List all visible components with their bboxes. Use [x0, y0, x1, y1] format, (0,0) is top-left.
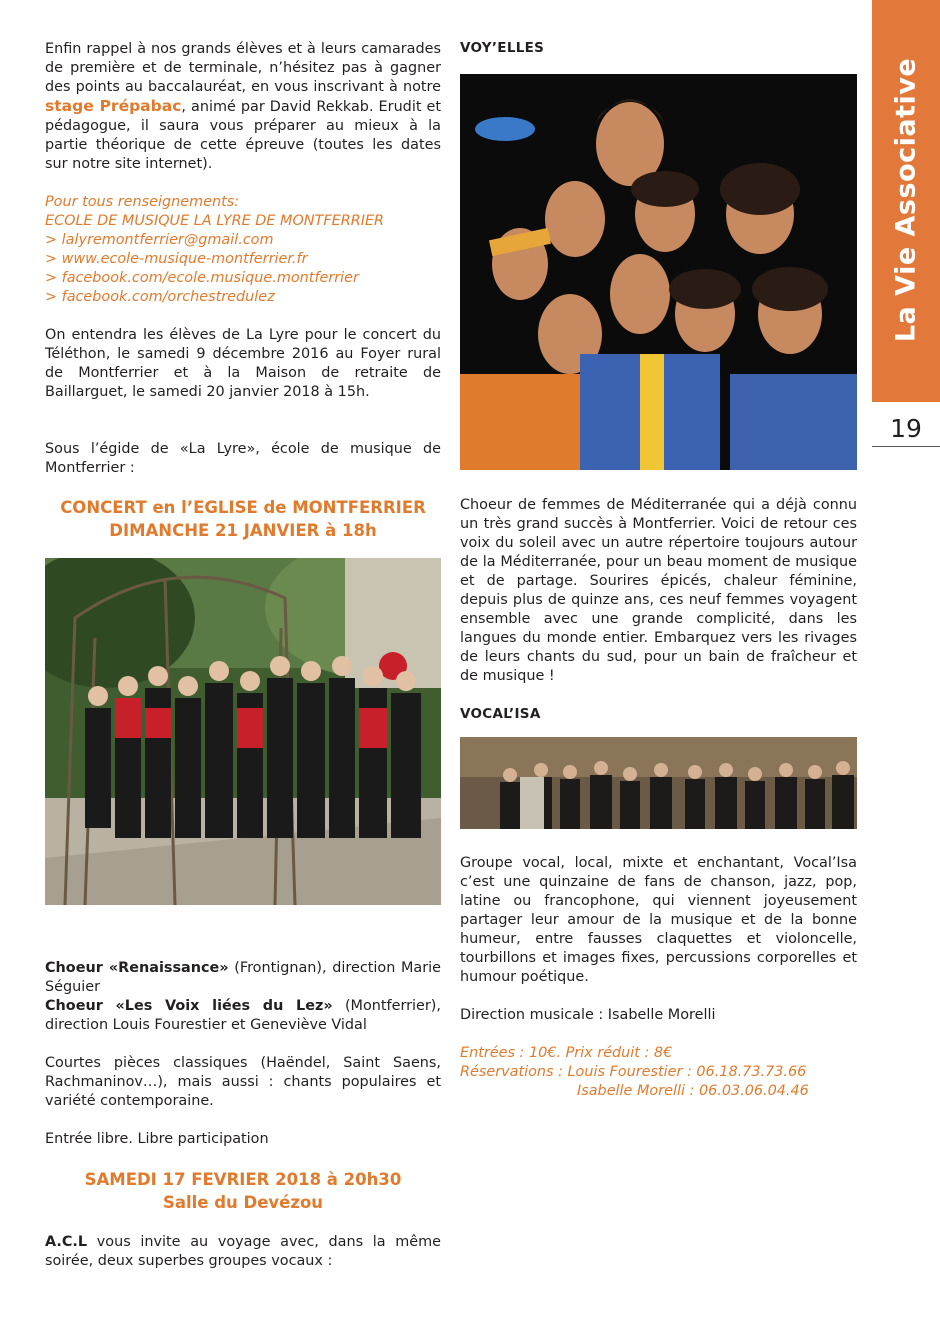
- intro-text: Enfin rappel à nos grands élèves et à leurs camarades de première et de terminale, n’hésitez pas à gagner des points au baccalauréat, en vous inscrivant à notre: [45, 41, 441, 95]
- vocalisa-title: VOCAL’ISA: [460, 706, 541, 722]
- concert-heading-line2: DIMANCHE 21 JANVIER à 18h: [109, 521, 377, 540]
- pieces-paragraph: Courtes pièces classiques (Haëndel, Saint Saens, Rachmaninov…), mais aussi : chants populaires et variété contemporaine.: [45, 1055, 441, 1109]
- contact-heading: Pour tous renseignements:: [45, 194, 240, 210]
- prepabac-paragraph: [45, 40, 441, 174]
- right-column: [460, 40, 857, 1101]
- choir-renaissance: [45, 959, 441, 997]
- saturday-heading-line2: Salle du Devézou: [162, 1193, 324, 1212]
- facebook-orchestre-link[interactable]: > facebook.com/orchestredulez: [45, 289, 275, 305]
- choir-voix-liees-detail: (Montferrier), direction Louis Fourestier et Geneviève Vidal: [45, 998, 441, 1033]
- acl-name: A.C.L: [45, 1234, 88, 1250]
- voyelles-paragraph: Choeur de femmes de Méditerranée qui a déjà connu un très grand succès à Montferrier. Voici de retour ces voix du soleil avec un autre répertoire toujours autour de la Méditerranée, pour un beau moment de musique et de partage. Sourires épicés, chaleur féminine, depuis plus de quinze ans, ces neuf femmes voyagent ensemble avec une grande complicité, dans les langues du monde entier. Embarquez vers les rivages de leurs chants du sud, pour un bain de fraîcheur et de musique !: [460, 497, 857, 684]
- stage-prepabac-highlight: stage Prépabac: [45, 97, 182, 115]
- direction-paragraph: Direction musicale : Isabelle Morelli: [460, 1007, 716, 1023]
- entry-paragraph: Entrée libre. Libre participation: [45, 1131, 269, 1147]
- egide-paragraph: Sous l’égide de «La Lyre», école de musique de Montferrier :: [45, 441, 441, 476]
- vocalisa-paragraph: Groupe vocal, local, mixte et enchantant, Vocal’Isa c’est une quinzaine de fans de chanson, jazz, pop, latine ou francophone, qui viennent joyeusement partager leur amour de la musique et de la bonne humeur, entre fausses claquettes et violoncelle, tourbillons et images fixes, percussions corporelles et humour poétique.: [460, 855, 857, 985]
- voyelles-photo: [460, 74, 857, 470]
- choir-voix-liees: [45, 997, 441, 1035]
- contact-block: [45, 193, 441, 307]
- website-link[interactable]: > www.ecole-musique-montferrier.fr: [45, 251, 308, 267]
- saturday-heading: [45, 1168, 441, 1214]
- choirs-block: [45, 959, 441, 1035]
- concert-heading-line1: CONCERT en l’EGLISE de MONTFERRIER: [60, 498, 426, 517]
- facebook-school-link[interactable]: > facebook.com/ecole.musique.montferrier: [45, 270, 359, 286]
- choir-renaissance-detail: (Frontignan), direction Marie Séguier: [45, 960, 441, 995]
- email-link[interactable]: > lalyremontferrier@gmail.com: [45, 232, 274, 248]
- saturday-heading-line1: SAMEDI 17 FEVRIER 2018 à 20h30: [84, 1170, 402, 1189]
- left-column: [45, 40, 441, 1271]
- acl-text: vous invite au voyage avec, dans la même soirée, deux superbes groupes vocaux :: [45, 1234, 441, 1269]
- reservation-line1: Réservations : Louis Fourestier : 06.18.73.73.66: [460, 1064, 807, 1080]
- prices-block: [460, 1044, 857, 1101]
- prices-line: Entrées : 10€. Prix réduit : 8€: [460, 1045, 673, 1061]
- voyelles-title: VOY’ELLES: [460, 40, 545, 56]
- concert-heading: [45, 496, 441, 542]
- section-tab: [872, 0, 940, 402]
- telethon-paragraph: On entendra les élèves de La Lyre pour le concert du Téléthon, le samedi 9 décembre 2016 au Foyer rural de Montferrier et à la Maison de retraite de Baillarguet, le samedi 20 janvier 2018 à 15h.: [45, 327, 441, 400]
- choir-voix-liees-name: Choeur «Les Voix liées du Lez»: [45, 998, 333, 1014]
- school-name: ECOLE DE MUSIQUE LA LYRE DE MONTFERRIER: [45, 213, 385, 229]
- choir-photo: [45, 558, 441, 905]
- choir-renaissance-name: Choeur «Renaissance»: [45, 960, 229, 976]
- reservation-line2: Isabelle Morelli : 06.03.06.04.46: [577, 1083, 809, 1099]
- acl-paragraph: [45, 1233, 441, 1271]
- section-title: La Vie Associative: [890, 57, 922, 343]
- vocalisa-photo: [460, 737, 857, 829]
- intro-text-after: , animé par David Rekkab. Erudit et pédagogue, il saura vous préparer au mieux à la partie théorique de cette épreuve (toutes les dates sur notre site internet).: [45, 99, 441, 172]
- page-number: 19: [872, 412, 940, 447]
